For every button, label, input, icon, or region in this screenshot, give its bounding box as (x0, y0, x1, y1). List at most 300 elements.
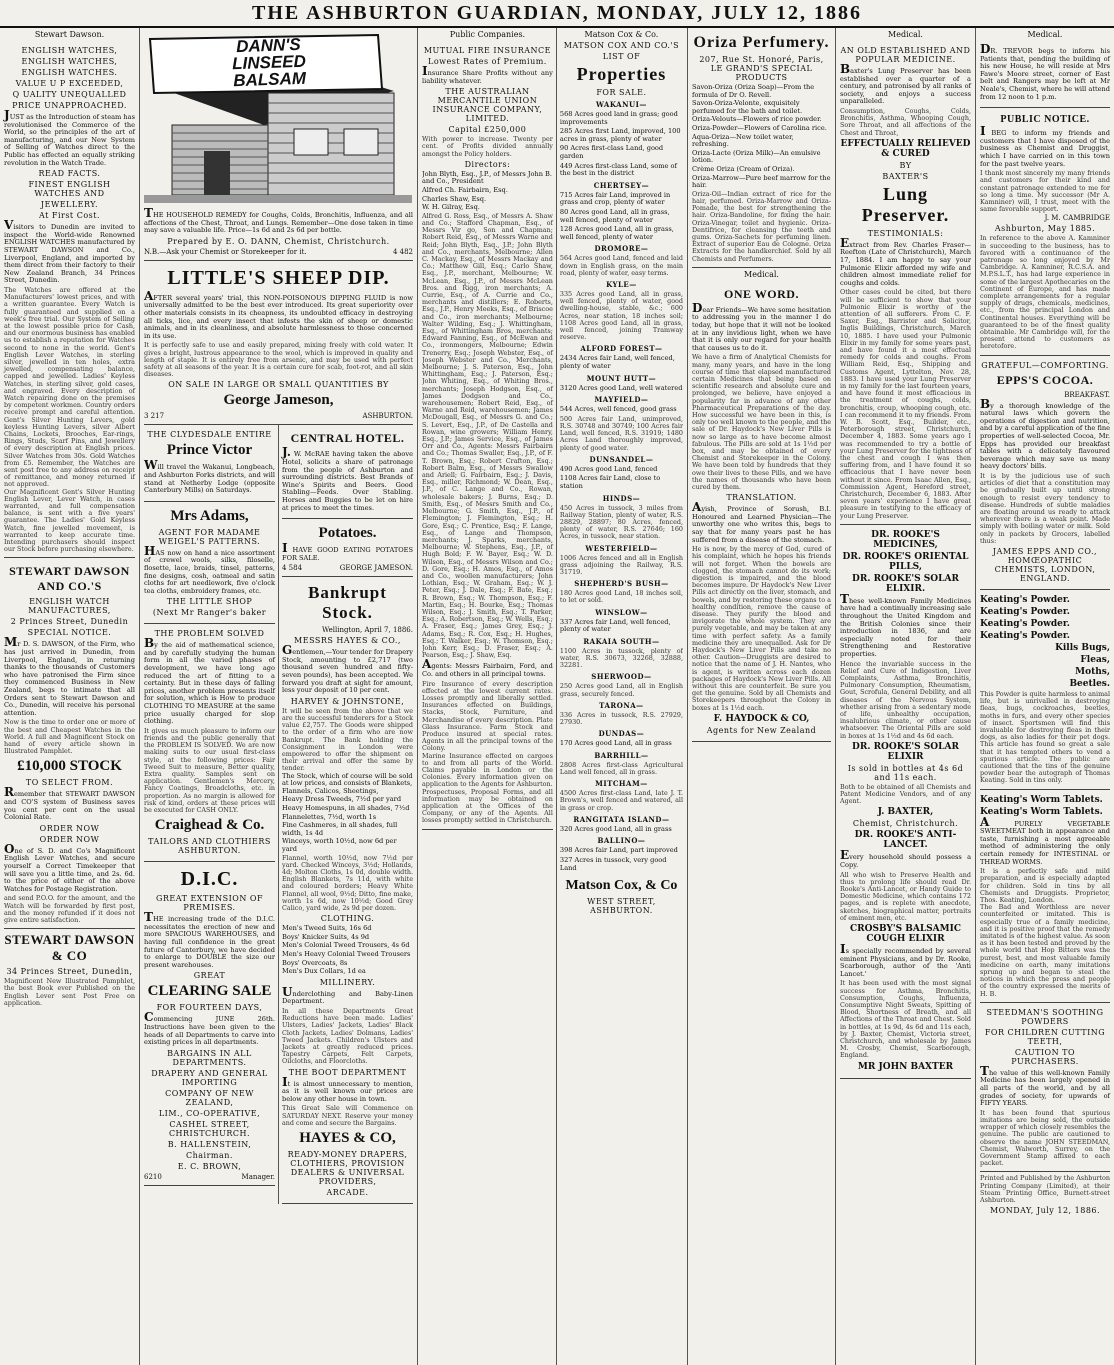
rooke-ad (840, 525, 971, 1079)
property-item: 337 Acres fair Land, well fenced, plenty of water (559, 617, 671, 634)
property-item: 2434 Acres fair Land, well fenced, plenty of water (559, 354, 675, 370)
split-row (144, 425, 413, 1204)
filler-text: In reference to the above A. Kamniner in succeeding to the business, has to favored with a continuance of the patronage so long enjoyed by Mr Cambridge. A. Kamniner, R.C.S.A. and M.P.S.L.T., has had large experience in some of the largest Apothecaries on the Continent of Europe, and has made complete arrangements for a regular supply of drugs, chemicals, medicines, etc., from the principal London and Continental houses. Everything will be guaranteed to be of the finest quality obtainable. Mr Cambridge will, for the present attend to customers as heretofore. (980, 234, 1110, 351)
dann-ref: 4 482 (392, 247, 413, 256)
filler-text: Alfred G. Ross, Esq., of Messrs A. Shaw and Co.; Stafford Chapman, Esq., of Messrs Vir go, Son and Chapman; Robert Reid, Esq., of Messrs Warne and Reid; John Blyth, Esq., J.P.; John Blyth and Co., merchants, Melbourne; Allen C. Mackay, Esq., of Messrs Mackay and Co.; Matthew Gill, Esq.; Carlo Shaw, Esq., J.P., merchant, Melbourne; W. McLean, Esq., J.P., of Messrs McLean Bros. and Rigg, iron merchants; A. Currie, Esq., of A. Currie and Co., merchants and distillers; E. Roberts, Esq., J.P., Henry Meeks, Esq., of Briscoe and Co., iron merchants; Melbourne; Walter Wilding, Esq.; J. Whittingham, Esq., of Whittingham Bros, merchants; Edward Fanning, Esq., of McEwan and Co., ironmongers, Melbourne; Edwin Trenerry, Esq.; Joseph Webster, Esq., of Joseph Webster and Co., Merchants, Melbourne; J. S. Paterson, Esq., John Whittingham, Esq.; J. Paterson, Esq.; John Whiting, Esq., of Whiting Bros., merchants; Joseph Hodgson, Esq., of James Dodgson and Co., warehousemen; Robert Reid, Esq., of Warne and Reid, warehousemen; James McDougall, Esq., of Messrs G. and Co.; S. Levert, Esq., J.P., of De Castella and Rowan, wine growers; William Henry, Esq., J.P.; James Service, Esq., of James Orr and Co., Agents: Messrs Fairbairn and Co.; Thomas Swaller, Esq., J.P., of F. T. Brown, Esq.; Robert Crafton, Esq.; Robert Balm, Esq., of Messrs Swallow and Ariell; G. Fairbairn, Esq.; J. Davis, Esq., miller, Richmond; W. Dean, Esq., J.P., of C. Lange and Co., Rowan, wholesale bakers; J. Burns, Esq.; D. Smith, Esq., of Messrs Smith and Co., Melbourne; G. Smith, Esq., J.P., of Flemington; J. Flemington, Esq.; H. Gore, Esq.; C. Prentice, Esq.; F. Lange, Esq., of Lange and Thompson, merchants; J. Sparks, merchants, Melbourne; W. Stephens, Esq., J.P., of Hugh Bold; F. W. Bayer, Esq.; W. D. Wilson, Esq., of Messrs Wilson and Co.; D. Gore, Esq.; H. Amos, Esq., of Amos and Co., woollen manufacturers; John Lothian, Esq.; W. Graham, Esq.; W. J. Peter, Esq.; J. Dale, Esq.; F. Bate, Esq.; R. Brown, Esq.; W. Thompson, Esq.; F. Martin, Esq.; H. Bourke, Esq.; Thomas Wilson, Esq.; J. Smith, Esq.; T. Parker, Esq.; A. Robertson, Esq.; W. Wells, Esq.; A. Fraser, Esq.; James Grey, Esq.; J. Adams, Esq.; R. Cox, Esq.; H. Hughes, Esq.; T. Walker, Esq.; W. Thomson, Esq.; John Kerr, Esq.; D. Fraser, Esq.; A. Pearson, Esq.; J. Shaw, Esq. (422, 211, 553, 660)
list-item: Alfred Ch. Fairbairn, Esq. (422, 185, 508, 194)
filler-text: He is now, by the mercy of God, cured of his complaint, which he hopes his friends will not forget. When the bowels are clogged, the stomach cannot do its work; digestion is impaired, and the blood becomes impure. Dr Haydock's New Liver Pills act directly on the liver, stomach, and bowels, and by restoring these organs to a healthy condition, remove the cause of disease. They purify the blood and invigorate the whole system. They are purely vegetable, and may be taken at any time with perfect safety. As a family medicine they are unequalled. Ask for Dr Haydock's New Liver Pills and take no other. Caution—Druggists are desired to notice that the name of J. H. Nantes, who is agent, is written across each dozen packages of Haydock's New Liver Pills. All without this are counterfeit. Be sure you get the genuine. Sold by all Chemists and Storekeepers throughout the Colony in boxes at 1s 1½d each. (692, 545, 831, 712)
ad-text: By the aid of mathematical science, and by carefully studying the human form in all the varied phases of development, we have long ago reduced the art of fitting to a certainty. But in these days of falling prices, another problem presents itself for solution, which is How to produce CLOTHING TO MEASURE at the same price usually charged for slop clothing. (144, 636, 275, 726)
trevor-ad (980, 41, 1110, 108)
haydock-footer-sub: Agents for New Zealand (706, 725, 817, 735)
ad-text: Remember that STEWART DAWSON and CO'S system of Business saves you cent per cent on the usual Colonial Rate. (4, 785, 135, 822)
filler-text: 4500 Acres first-class Land, late J. T. Brown's, well fenced and watered, all in grass or crop. (559, 789, 683, 812)
ad-line: TRANSLATION. (726, 493, 797, 503)
ref: 3 217 (144, 412, 165, 421)
ad-text: DR. TREVOR begs to inform his Patients that, pending the building of his new House, he will reside at Mrs Fawe's Moore street, corner of East belt and Rangers may be left at Mr Neale's, Chemist, where he will attend from 12 noon to 1 p.m. (980, 42, 1110, 101)
ad-line: LIST OF (602, 52, 641, 61)
filler-text: It is perfectly safe to use and easily prepared, mixing freely with cold water. It gives a bright, lustrous appearance to the wool, which is improved in quality and length of staple. It is entirely free from arsenic, and may be used with perfect safety at all seasons of the year. It is a certain cure for scab, foot-rot, and all skin diseases. (144, 341, 413, 379)
public-notice-ad (980, 108, 1110, 355)
ref: 4 584 (282, 564, 303, 573)
ad-line: Q UALITY UNEQUALLED (12, 90, 127, 99)
ad-line: CLOTHING. (320, 914, 375, 924)
ad-text: Agents: Messrs Fairbairn, Ford, and Co. and others in all principal towns. (422, 657, 553, 678)
issue-date: MONDAY, July 12, 1886. (989, 1206, 1101, 1216)
ad-text: THE increasing trade of the D.I.C. necessitates the erection of new and more SPACIOUS WAREHOUSES, and having full confidence in the great future of Canterbury, we have decided to enlarge to DOUBLE the size our present warehouses. (144, 910, 275, 969)
prince-victor-ad (144, 425, 275, 501)
ad-line: BAXTER'S (882, 171, 929, 181)
printer-imprint: Printed and Published by the Ashburton Printing Company (Limited), at their Steam Printing Office, Burnett-street Ashburton. (980, 1174, 1110, 1205)
district-heading: WAKANUI— (596, 100, 647, 109)
list-item: Heavy Dress Tweeds, 7½d per yard (282, 795, 402, 804)
column-6 (976, 28, 1114, 1365)
ad-text: Dear Friends—We have some hesitation to addressing you in the manner I do today, but hope that it will not be looked at in any invidious light, when we have that it is only our regard for your health that causes us to do it. (692, 300, 831, 352)
section-header: Medical. (888, 30, 923, 39)
filler-text: It will be seen from the above that we are the successful tenderers for a Stock value £2,757. The Goods were shipped to the order of a firm who are now Bankrupt. The Bank holding the Consignment in London were empowered to offer the shipment on their arrival and offer the same by tender. (282, 706, 413, 773)
ad-line: Chemist, Christchurch. (852, 819, 959, 829)
agent-name: J. BAXTER, (877, 807, 934, 818)
ad-line: ENGLISH WATCHES. (21, 68, 118, 77)
filler-text: Prospectuses, Proposal Forms, and all information may be obtained on application at the Offices of the Company, or any of the Agents. All losses promptly settled in Christchurch. (422, 787, 553, 825)
column-2 (140, 28, 418, 1365)
firm-name: STEWART DAWSON AND CO.'S (9, 564, 130, 594)
ad-line: CAUTION TO PURCHASERS. (1011, 1047, 1079, 1066)
district-heading: MOUNT HUTT— (586, 373, 657, 383)
filler-text: With power to increase. Twenty per cent. of Profits divided annually amongst the Policy holders. (422, 135, 553, 158)
dawson-big-name: STEWART DAWSON & CO (4, 932, 135, 964)
list-item: Oriza-Velouts—Flowers of rice powder. (692, 115, 822, 124)
filler-text: Flannel, worth 10½d, now 7½d per yard. Checked Winceys, 3½d; Hollands, 4d; Molton Cloths, 1s 0d, double width. English Blankets, 7s 11d, with white and coloured borders; Heavy White Flannel, all wool, 9½d; Ditto, fine make, worth 1s 6d, now 10½d; Good Grey Calico, yard wide, 2s 9d per dozen. (282, 853, 413, 913)
filler-text: 1006 Acres fenced and all in English grass adjoining the Railway, R.S. 31719. (559, 553, 683, 576)
district-heading: DUNDAS— (598, 729, 645, 739)
worm-title: Keating's Worm Tablets. (980, 794, 1103, 805)
property-item: 568 Acres good land in grass; good improvements (559, 110, 678, 126)
ad-line: HARVEY & JOHNSTONE, (290, 696, 405, 706)
dann-word: BALSAM (232, 68, 307, 91)
list-item: Charles Shaw, Esq. (422, 194, 487, 203)
filler-text: and send P.O.O. for the amount, and the Watch will be forwarded by first post, and the money refunded if it does not give entire satisfaction. (4, 894, 135, 924)
filler-text: It is by the judicious use of such articles of diet that a constitution may be gradually built up until strong enough to resist every tendency to disease. Hundreds of subtle maladies are floating around us ready to attack wherever there is a weak point. Made simply with boiling water or milk. Sold only in packets by Grocers, labelled thus: (980, 471, 1110, 545)
list-item: Crème Oriza (Cream of Oriza). (692, 164, 795, 173)
dann-word: DANN'S (235, 34, 301, 57)
ad-text: Baxter's Lung Preserver has been established over a quarter of a century, and patronised by all ranks of society, and enjoys a success unparalleled. (840, 62, 971, 106)
ad-line: GREAT (193, 971, 226, 981)
kills-line: Moths, (1075, 666, 1110, 677)
ad-text: Is specially recommended by several eminent Physicians, and by Dr. Rooke, Scarborough, author of the 'Anti Lancet.' (840, 942, 971, 978)
right-half (557, 28, 683, 1365)
clearing-title: CLEARING SALE (147, 983, 272, 1000)
ad-text: I HAVE GOOD EATING POTATOES FOR SALE. (282, 541, 413, 562)
filler-text: I thank most sincerely my many friends and customers for their kind and constant patronage extended to me for so long a time. My successor (Mr A. Kamniner) will, I trust, meet with the same favorable support. (980, 169, 1110, 214)
list-item: Savon-Oriza-Velonte, exquisitely perfumed for the bath and toilet. (692, 99, 803, 115)
bankrupt-title: Bankrupt Stock. (308, 583, 387, 623)
filler-text: It is a perfectly safe and mild preparation, and is especially adapted for children. Sold in tins by all Chemists and Druggists. Proprietor, Thos. Keating, London. (980, 867, 1110, 904)
ad-text: Visitors to Dunedin are invited to inspect the World-wide Renowned ENGLISH WATCHES manufactured by STEWART DAWSON and Co., Liverpool, England, and imported by them direct from their factory to their New Zealand Branch, 34 Princes Street, Dunedin. (4, 218, 135, 285)
hayes-title: HAYES & CO, (299, 1130, 396, 1147)
split-row (422, 28, 683, 1365)
sheep-dip-ad (144, 261, 413, 426)
section-header: Stewart Dawson. (34, 30, 105, 39)
order-now: ORDER NOW (39, 834, 100, 844)
ad-text: JUST as the Introduction of steam has revolutionised the Commerce of the World, so the principles of the art of manufacturing, and our New System of Selling of Watches direct to the Public has effected an equally striking revolution in the Watch Trade. (4, 108, 135, 167)
ad-line: Is sold in bottles at 4s 6d and 11s each. (847, 763, 964, 782)
list-item: Fine Cashmeres, in all shades, full width, 1s 4d (282, 821, 398, 837)
filler-text: 2808 Acres first-class Agricultural Land well fenced, all in grass. (559, 760, 683, 776)
dann-illustration (144, 33, 413, 208)
steedman-ad (980, 1003, 1110, 1173)
ad-line: BARGAINS IN ALL DEPARTMENTS. (167, 1048, 252, 1067)
district-heading: DROMORE— (594, 244, 649, 254)
property-item: 320 Acres good Land, all in grass (559, 824, 672, 833)
filler-text: Both to be obtained of all Chemists and Patent Medicine Vendors, and of any Agent. (840, 782, 971, 806)
ad-line: FOR FOURTEEN DAYS, (156, 1003, 263, 1013)
district-heading: DUNSANDEL— (589, 454, 654, 464)
clothing-list (282, 925, 413, 976)
ad-line: MATSON COX AND CO.'S (563, 41, 680, 50)
section-header: Medical. (1027, 30, 1063, 39)
list-item: Men's Tweed Suits, 16s 6d (282, 924, 372, 933)
list-item: Oriza-Powder—Flowers of Carolina rice. (692, 123, 827, 132)
list-item: Boys' Knicker Suits, 4s 9d (282, 932, 370, 941)
property-item: 80 Acres good Land, all in grass, well fenced, plenty of water (559, 207, 670, 224)
ad-line: AN OLD ESTABLISHED AND POPULAR MEDICINE. (840, 46, 971, 64)
notice-signature: J. M. CAMBRIDGE (1044, 214, 1110, 223)
ad-text: The value of this well-known Family Medicine has been largely opened in all parts of the world, and by all grades of society, for upwards of FIFTY YEARS. (980, 1063, 1110, 1108)
central-hotel-ad (282, 425, 413, 519)
filler-text: It has been found that spurious imitations are being sold, the outside wrapper of which closely resembles the genuine. The public are cautioned to observe the name JOHN STEEDMAN, Chemist, Walworth, Surrey, on the Government Stamp affixed to each packet. (980, 1108, 1110, 1168)
dawson-big-address: 34 Princes Street, Dunedin, (6, 967, 133, 977)
dann-nb: N.B.—Ask your Chemist or Storekeeper for it. (144, 247, 307, 256)
ad-line: PRICE UNAPPROACHED. (12, 101, 127, 110)
ad-text: Underclothing and Baby-Linen Department. (282, 984, 413, 1006)
district-heading: KYLE— (606, 279, 637, 289)
masthead (0, 0, 1114, 28)
property-item: 285 Acres first Land, improved, 100 acres in grass, plenty of water (559, 127, 681, 143)
district-heading: SHERWOOD— (591, 672, 652, 682)
ad-text: HAS now on hand a nice assortment of crewel wools, silks, filoselle, flosette, lace, braids, tinsel, patterns, fine designs, cosh, oatmeal and satin cloths for art needlework, five o'clock tea cloths, embroidery frames, etc. (144, 543, 275, 595)
ad-line: STEEDMAN'S SOOTHING POWDERS (986, 1007, 1104, 1026)
ref: 6210 (144, 1172, 162, 1181)
dann-title (157, 33, 381, 92)
keating-line: Keating's Powder. (980, 606, 1070, 617)
order-now: ORDER NOW (39, 823, 100, 833)
left-half (422, 28, 557, 1365)
district-heading: RANGITATA ISLAND— (573, 814, 670, 824)
stock-list (282, 773, 413, 854)
filler-text: 564 Acres good Land, fenced and laid down in English grass, on the main road, plenty of water, easy terms. (559, 254, 683, 277)
ad-line: ENGLISH WATCHES, (21, 46, 118, 55)
dawson-firm-ad (4, 558, 135, 929)
ad-line: MILLINERY. (319, 977, 376, 987)
keating-line: Keating's Powder. (980, 630, 1070, 641)
ad-line: Chairman. (186, 1150, 233, 1160)
property-item: 3120 Acres good Land, well watered (559, 383, 683, 392)
matson-footer-name: Matson Cox, & Co (565, 878, 678, 894)
ad-line: JAMES EPPS AND CO., HOMŒOPATHIC CHEMISTS, LONDON, ENGLAND. (992, 546, 1098, 583)
district-heading: BARRHILL— (594, 750, 649, 760)
dann-word: LINSEED (231, 51, 307, 74)
property-item: 715 Acres fair Land, improved in grass and crop, plenty of water (559, 190, 671, 207)
director-list (422, 171, 553, 212)
worm-tablets-ad (980, 790, 1110, 1003)
ad-text: A PURELY VEGETABLE SWEETMEAT both in appearance and taste, furnishing a most agreeable method of administering the only certain remedy for INTESTINAL or THREAD WORMS. (980, 814, 1110, 866)
ad-line: THE CLYDESDALE ENTIRE (147, 430, 272, 440)
ad-line: (Next Mr Ranger's baker (152, 608, 267, 618)
district-heading: CHERTSEY— (593, 180, 650, 190)
ad-text: One of S. D. and Co's Magnificent English Lever Watches, and secure yourself a Correct Timekeeper that will save you a little time, and 2s. 6d. to the price of either of the above Watches for Postage Registration. (4, 841, 135, 893)
ad-line: COMPANY OF NEW ZEALAND, (165, 1088, 254, 1107)
adams-ad (144, 502, 275, 625)
ad-line: FINEST ENGLISH WATCHES AND (28, 180, 111, 199)
list-item: Winceys, worth 10½d, now 6d per yard (282, 837, 397, 854)
district-heading: WESTERFIELD— (585, 543, 658, 553)
ad-line: TESTIMONIALS: (867, 228, 944, 238)
rooke-title: DR. ROOKE'S MEDICINES, (871, 529, 940, 550)
prince-title: Prince Victor (166, 442, 253, 459)
column-3 (418, 28, 688, 1365)
crosby-agent: MR JOHN BAXTER (857, 1061, 954, 1072)
filler-text: 450 Acres in tussock, 3 miles from Railway Station, plenty of water, R.S. 28829, 28897; 80 Acres, fenced, plenty of water, R.S. 27646; 160 Acres, in tussock, near station. (559, 503, 683, 541)
ad-text: Will travel the Wakanui, Longbeach, and Ashburton Forks districts, and will stand at Netherby Lodge (opposite Canterbury Mills) on Saturdays. (144, 458, 275, 495)
filler-text: Our Magnificent Gent's Silver Hunting English Lever, Lever Watch, in cases warranted, and full compensation balance, is sent with a five years' guarantee. The Ladies' Gold Keyless Watch, fine jewelled movement, is warranted to keep accurate time. Intending purchasers should inspect our Stock before purchasing elsewhere. (4, 487, 135, 554)
district-heading: BALLINO— (597, 836, 646, 846)
rooke-title: DR. ROOKE'S SOLAR ELIXIR. (852, 573, 959, 594)
list-item: Flannelettes, 7½d, worth 1s (282, 812, 377, 821)
ad-text: These well-known Family Medicines have had a continually increasing sale throughout the United Kingdom and the British Colonies since their introduction in 1836, and are especially noted for their Strengthening and Restorative properties. (840, 591, 971, 658)
filler-text: Consumption, Coughs, Colds, Bronchitis, Asthma, Whooping Cough, Sore Throat, and all affections of the Chest and Throat, (840, 106, 971, 137)
filler-text: Other cases could be cited, but there will be sufficient to show that your Pulmonic Elixir is worthy of the attention of all sufferers. From C. F. Saxer, Esq., Barrister and Solicitor, Inglis Buildings, Christchurch, March 10, 1885. I have used your Pulmonic Elixir in my family for some years past, and have found it a most effectual remedy for colds and coughs. From William Reid, Esq., Shipping and Customs Agent, Lyttelton, Nov. 28, 1883. I have used your Lung Preserver in my family for the last fourteen years, and have found it most efficacious in the treatment of coughs, colds, bronchitis, croup, whooping cough, etc. I can recommend it to my friends. From W. B. Scott, Esq., Builder, etc., Peterborough street, Christchurch, December 4, 1883. Some years ago I was recommended to try a bottle of your Lung Preserver for the tightness of the chest and cough I was then suffering from, and I have found it so efficacious that I have never been without it since. From Isaac Allen, Esq., Commission Agent, Hereford street, Christchurch, December 6, 1883. After seven years' experience I have great pleasure in testifying to the efficacy of your Lung Preserver. (840, 288, 971, 520)
sheep-seller: George Jameson, (223, 392, 334, 409)
section-header: Medical. (744, 269, 779, 279)
ad-text: THE HOUSEHOLD REMEDY for Coughs, Colds, Bronchitis, Influenza, and all affections of the Chest, Throat, and Lungs. Remember—One dose taken in time may save a valuable life. Price—1s 6d and 2s 6d per bottle. (144, 206, 413, 235)
ad-line: THE AUSTRALIAN MERCANTILE UNION INSURANCE COMPANY, LIMITED. (432, 87, 543, 124)
property-item: 90 Acres first-class Land, good garden (559, 144, 664, 160)
ad-line: Prepared by E. O. DANN, Chemist, Christchurch. (167, 236, 390, 246)
filler-text: It gives us much pleasure to inform our friends and the public generally that the PROBLEM IS SOLVED. We are now making suits to our usual first-class style, at the following prices: Fair Tweed Suit to measure, Better quality, Extra quality. Samples sent on application. Gentlemen's Mercery, Fancy Coatings, Broadcloths, etc. in proportion. As no margin is allowed for risk of kind, orders at these prices will be executed for CASH ONLY. (144, 726, 275, 815)
list-item: Boys' Overcoats, 8s (282, 958, 348, 967)
property-item: 449 Acres first-class Land, some of the best in the district (559, 161, 677, 178)
ad-line: E. C. BROWN, (177, 1161, 242, 1171)
central-title: CENTRAL HOTEL. (290, 431, 405, 446)
ad-text: Insurance Share Profits without any liability whatever. (422, 64, 553, 85)
filler-text: Fire Insurance of every description effected at the lowest current rates. Losses promptly and liberally settled. Insurances effected on Buildings, Stacks, Stock, Furniture, and Merchandise of every description. Plate Glass Insurance. Farm Stock and Produce insured at special rates. Agents in all the principal towns of the Colony. (422, 679, 553, 753)
list-item: Aqua-Oriza—New toilet water, refreshing. (692, 132, 794, 149)
column-1 (0, 28, 140, 1365)
filler-text: Oriza-Oil—Indian extract of rice for the hair, perfumed. Oriza-Marrow and Oriza-Pomade, the best for strengthening the hair. Oriza-Bandoline, for fixing the hair. Oriza-Vinegar, toilet and hygienic. Oriza-Dentifrice, for cleansing the teeth and gums. Oriza-Sachets for perfuming linen. Extract of superior Eau de Cologne. Oriza Extracts for the handkerchief. Sold by all Chemists and Perfumers. (692, 189, 831, 263)
filler-text: In all these Departments Great Reductions have been made. Ladies' Ulsters, Ladies' Jackets, Ladies' Black Cloth Jackets, Ladies' Dolmans, Ladies' Tweed Jackets. Children's Ulsters and Jackets at greatly reduced prices. Tapestry Carpets, Felt Carpets, Oilcloths, and Floorcloths. (282, 1007, 413, 1066)
special-notice: SPECIAL NOTICE. (27, 628, 112, 638)
ad-line: READ FACTS. (38, 169, 101, 179)
ad-line: B. HALLENSTEIN, (167, 1139, 252, 1149)
ad-line: READY-MONEY DRAPERS, CLOTHIERS, PROVISION DEALERS & UNIVERSAL PROVIDERS, (287, 1150, 408, 1187)
filler-text: This Great Sale will Commence on SATURDAY NEXT. Reserve your money and come and secure the Bargains. (282, 1104, 413, 1127)
column-5 (836, 28, 976, 1365)
ad-text: Extract from Rev. Charles Fraser—Reefton (Late of Christchurch), March 17, 1884. I am happy to say your Pulmonic Elixir afforded my wife and children almost immediate relief for coughs and colds. (840, 235, 971, 287)
property-item: 170 Acres good Land, all in grass (559, 739, 672, 748)
ad-text: Commencing JUNE 26th. Instructions have been given to the heads of all Departments to carve into existing prices in all departments. (144, 1010, 275, 1047)
rooke-title: DR. ROOKE'S ORIENTAL PILLS, (842, 551, 969, 572)
ad-line: At First Cost. (39, 211, 100, 221)
catalogue-text: Magnificent New Illustrated Pamphlet, the best Book ever Published on the English Lever sent Post Free on application. (4, 977, 135, 1007)
kills-line: Fleas, (1080, 654, 1110, 665)
insurance-ad (422, 41, 553, 830)
district-heading: MITCHAM— (595, 779, 648, 789)
property-item: 490 Acres good Land, fenced (559, 464, 658, 473)
ad-text: I BEG to inform my friends and customers that I have disposed of the business as Chemist and Druggist, which I have carried on in this town for the past twelve years. (980, 124, 1110, 168)
ad-line: THE LITTLE SHOP (166, 597, 253, 607)
oriza-list (692, 84, 831, 190)
ad-line: TAILORS AND CLOTHIERS ASHBURTON. (148, 837, 271, 856)
keating-line: Keating's Powder. (980, 594, 1070, 605)
potatoes-ad (282, 519, 413, 577)
list-item: Oriza-Marrow—Pure beef marrow for the hair. (692, 173, 831, 190)
ad-text: AFTER several years' trial, this NON-POISONOUS DIPPING FLUID is now universally admitted to be the best ever introduced. Its great superiority over other materials consists in its cheapness, its undoubted efficacy in destroying all ticks, lice, and every insect that infests the skin of sheep or domestic animals, and in its cleanliness, and absolute harmlessness to those concerned in its use. (144, 288, 413, 340)
filler-text: 180 Acres good Land, 18 inches soil, to let or sold. (559, 589, 683, 605)
town: ASHBURTON. (362, 412, 413, 421)
column-4 (688, 28, 836, 1365)
epps-ad (980, 356, 1110, 590)
bankrupt-stock-ad (282, 577, 413, 1204)
ad-line: BREAKFAST. (1064, 390, 1110, 399)
ad-text: By a thorough knowledge of the natural laws which govern the operations of digestion and nutrition, and by a careful application of the fine properties of well-selected Cocoa, Mr. Epps has provided our breakfast tables with a delicately flavoured beverage which may save us many heavy doctors' bills. (980, 396, 1110, 471)
filler-text: 1100 Acres in tussock, plenty of water, R.S. 30673, 32268, 32888, 32281. (559, 646, 683, 670)
filler-text: Hence the invariable success in the Relief and Cure of Indigestion, Liver Complaints, Asthma, Bronchitis, Pulmonary Consumption, Rheumatism, Gout, Scrofula, General Debility, and all diseases of the Nervous System, whether arising from a sedentary mode of life, unhealthy occupation, insalubrious climate, or other cause whatsoever. The Oriental Pills are sold in boxes at 1s 1½d and 4s 6d each. (840, 659, 971, 740)
property-item: 1108 Acres fair Land, close to station (559, 474, 661, 490)
ad-line: GRATEFUL—COMFORTING. (981, 360, 1109, 370)
right-half (279, 425, 413, 1204)
list-item: The Stock, which of course will be sold at low prices, and consists of Blankets, Flannels, Calicos, Sheetings, (282, 771, 413, 795)
list-item: Oriza-Lacte (Oriza Milk)—An emulsive lotion. (692, 148, 821, 165)
stock-sub: TO SELECT FROM. (25, 778, 114, 788)
dic-ad (144, 862, 275, 1186)
baxter-cured: EFFECTUALLY RELIEVED & CURED (840, 138, 971, 159)
ad-line: Lowest Rates of Premium. (428, 57, 547, 66)
section-header: Matson Cox & Co. (584, 30, 659, 39)
dann-balsam-ad (144, 28, 413, 261)
ad-line: Capital £250,000 (448, 125, 527, 135)
ad-line: ENGLISH WATCHES, (21, 57, 118, 66)
ad-line: BY (899, 160, 912, 170)
list-item: John Blyth, Esq., J.P., of Messrs John B. and Co., President (422, 169, 552, 186)
ad-text: It is almost unnecessary to mention, as it is well known our prices are below any other house in town. (282, 1074, 413, 1103)
keating-ad (980, 590, 1110, 790)
ad-line: CASHEL STREET, CHRISTCHURCH. (168, 1119, 251, 1138)
oriza-ad (692, 28, 831, 268)
properties-title: Properties (576, 64, 667, 84)
notice-date: Ashburton, May 1885. (994, 224, 1096, 234)
problem-ad (144, 624, 275, 862)
list-item: Heavy Homespuns, in all shades, 7½d (282, 804, 410, 813)
filler-text: Now is the time to order one or more of the best and Cheapest Watches in the World. A full and Magnificent Stock on hand of every article shown in Illustrated Pamphlet. (4, 718, 135, 756)
ad-text: Every household should possess a Copy. (840, 848, 971, 870)
oriza-title: Oriza Perfumery. (693, 34, 830, 51)
list-item: W. H. Gilray, Esq. (422, 203, 480, 212)
ad-line: GREAT EXTENSION OF PREMISES. (155, 894, 264, 913)
public-notice-title: PUBLIC NOTICE. (1000, 114, 1090, 126)
district-heading: TARONA— (599, 700, 644, 710)
ad-line: FOR CHILDREN CUTTING TEETH, (984, 1027, 1106, 1046)
district-heading: RAKAIA SOUTH— (583, 636, 660, 646)
property-item: 128 Acres good Land, all in grass, well fenced, plenty of water (559, 225, 674, 241)
matson-footer-address: WEST STREET, ASHBURTON. (587, 897, 656, 916)
filler-text: We have a firm of Analytical Chemists for many, many years, and have in the long course of time that elapsed manufactured certain Medicines that being based on scientific research and absolute cure and prolonged, we believe, have enjoyed a popularity far in advance of any other Pharmaceutical Preparations of the day. How successful we have been in this, is only too well known to the people, and the sale of Dr. Haydock's New Liver Pills is now so large as to have become almost fabulous. The Pills are sold at 1s 1½d per box, and may be obtained of every Chemist and Storekeeper in the Colony. We have been told by hundreds that they owe their lives to these Pills, and we have the names of thousands who have been cured by them. (692, 353, 831, 491)
filler-text: All who wish to Preserve Health and thus to prolong life should read Dr. Rooke's Anti-Lancet, or Handy Guide to Domestic Medicine, which contains 172 pages, and is replete with anecdote, sketches, biographical matter, portraits of eminent men, etc. (840, 870, 971, 922)
ad-line: Directors: (464, 159, 511, 169)
rooke-title: DR. ROOKE'S SOLAR ELIXIR (852, 741, 959, 762)
ad-text: J. W. McRAE having taken the above Hotel, solicits a share of patronage from the people of Ashburton and surrounding districts. Best Brands of Wine's Spirits and Beers. Good Stabling—Feeds. Over Stabling. Horses and Buggies to be let on hire at prices to meet the times. (282, 445, 413, 512)
filler-text: Marine Insurance effected on cargoes to and from all parts of the World. Claims payable in London or the Colonies. Every information given on application to the Agents for Ashburton. (422, 751, 553, 789)
newspaper-title: THE ASHBURTON GUARDIAN, MONDAY, JULY 12, 1886 (252, 1, 862, 24)
haydock-ad (692, 281, 831, 742)
crosby-title: CROSBY'S BALSAMIC COUGH ELIXIR (850, 924, 961, 945)
epps-title: EPPS'S COCOA. (996, 372, 1094, 387)
property-item: 544 Acres, well fenced, good grass (559, 405, 677, 414)
kills-line: Beetles. (1069, 678, 1110, 689)
columns (0, 28, 1114, 1365)
ad-line: ARCADE. (326, 1188, 369, 1198)
district-heading: MAYFIELD— (594, 395, 649, 405)
ad-footer (144, 1173, 275, 1181)
left-half (144, 425, 279, 1204)
list-item: Men's Heavy Colonial Tweed Trousers (282, 950, 411, 959)
baxter-lung-title: Lung Preserver. (861, 183, 950, 225)
list-item: Men's Colonial Tweed Trousers, 4s 6d (282, 941, 410, 950)
ad-line: Wellington, April 7, 1886. (322, 626, 413, 635)
firm-address: 2 Princes Street, Dunedin (10, 617, 129, 627)
filler-text: The Bad and Worthless are never counterfeited or imitated. This is especially true of a family medicine, and it is positive proof that the remedy imitated is of the highest value. As soon as it has been tested and proved by the whole world that Hop Bitters was the purest, best, and most valuable family medicine on earth, many imitations sprung up and began to steal the notices in which the press and people of the country expressed the merits of H. B. (980, 903, 1110, 998)
property-item: 398 Acres fair Land, part improved (559, 846, 678, 855)
section-header: Public Companies. (449, 30, 526, 39)
seller: GEORGE JAMESON. (339, 564, 413, 573)
dawson-ad (4, 41, 135, 558)
potatoes-title: Potatoes. (318, 525, 377, 542)
ad-line: ON SALE IN LARGE OR SMALL QUANTITIES BY (168, 380, 389, 390)
ad-line: LIM., CO-OPERATIVE, (158, 1108, 261, 1118)
filler-text: 335 Acres good Land, all in grass, well fenced, plenty of water, good dwelling-house, stable, &c.; 600 Acres, near station, 18 inches soil; 1108 Acres good Land, all in grass, well fenced, joining Tramway reserve. (559, 289, 683, 342)
dic-title: D.I.C. (180, 868, 239, 891)
property-item: 327 Acres in tussock, very good Land (559, 855, 667, 872)
craighead-title: Craighead & Co. (154, 817, 265, 834)
firm-sub: ENGLISH WATCH MANUFACTURES, (28, 597, 111, 616)
ad-footer (282, 564, 413, 572)
ad-line: THE PROBLEM SOLVED (154, 629, 265, 639)
district-heading: WINSLOW— (595, 607, 648, 617)
list-item: Men's Dux Collars, 1d ea (282, 967, 366, 976)
baxter-ad (840, 41, 971, 525)
manager: Manager. (241, 1172, 275, 1181)
filler-text: 336 Acres in tussock, R.S. 27929, 27930. (559, 710, 683, 726)
rooke-title: DR. ROOKE'S ANTI-LANCET. (854, 830, 957, 851)
filler-text: This Powder is quite harmless to animal life, but is unrivalled in destroying fleas, bugs, cockroaches, beetles, moths in furs, and every other species of insect. Sportsmen will find this invaluable for destroying fleas in their dogs, as also ladies for their pet dogs. This article has found so great a sale that it has tempted others to vend a spurious article. The public are cautioned that the tins of the genuine powder bear the autograph of Thomas Keating. Sold in tins only. (980, 689, 1110, 785)
kills-line: Kills Bugs, (1055, 642, 1110, 653)
ad-text: Gentlemen,—Your tender for Drapery Stock, amounting to £2,717 (two thousand seven hundred and fifty-seven pounds), has been accepted. We forward you draft at sight for amount, less your deposit of 10 per cent. (282, 643, 413, 695)
filler-text: It has been used with the most signal success for Asthma, Bronchitis, Consumption, Coughs, Influenza, Consumptive Night Sweats, Spitting of Blood, Shortness of Breath, and all Affections of the Throat and Chest. Sold in bottles, at 1s 9d, 4s 6d and 11s each, by J. Baxter, Chemist, Victoria street, Christchurch, and wholesale by James M. Crosby, Chemist, Scarborough, England. (840, 979, 971, 1060)
adams-title: Mrs Adams, (170, 507, 249, 524)
ad-line: FOR SALE. (596, 88, 647, 97)
ad-text: Mr D. S. DAWSON, of the Firm, who has just arrived in Dunedin, from Liverpool, England, in returning thanks to the thousands of Customers who have patronised the Firm since they commenced Business in New Zealand, begs to intimate that all Orders sent to Stewart Dawson and Co., Dunedin, will receive his personal attention. (4, 635, 135, 717)
ad-line: VALUE U P EXCEEDED, (15, 79, 124, 88)
stock-amount: £10,000 STOCK (17, 758, 122, 775)
sheep-title: LITTLE'S SHEEP DIP. (167, 266, 390, 289)
ad-line: THE BOOT DEPARTMENT (288, 1067, 407, 1077)
ad-line: AGENT FOR MADAME WEIGEL'S PATTERNS. (158, 527, 261, 546)
ad-footer (144, 412, 413, 420)
ad-line: JEWELLERY. (40, 200, 99, 210)
ad-line: DRAPERY AND GENERAL IMPORTING (151, 1068, 268, 1087)
keating-line: Keating's Powder. (980, 618, 1070, 629)
ad-footer (144, 248, 413, 256)
filler-text: 250 Acres good Land, all in English grass, securely fenced. (559, 682, 683, 698)
district-heading: SHEPHERD'S BUSH— (574, 579, 669, 589)
